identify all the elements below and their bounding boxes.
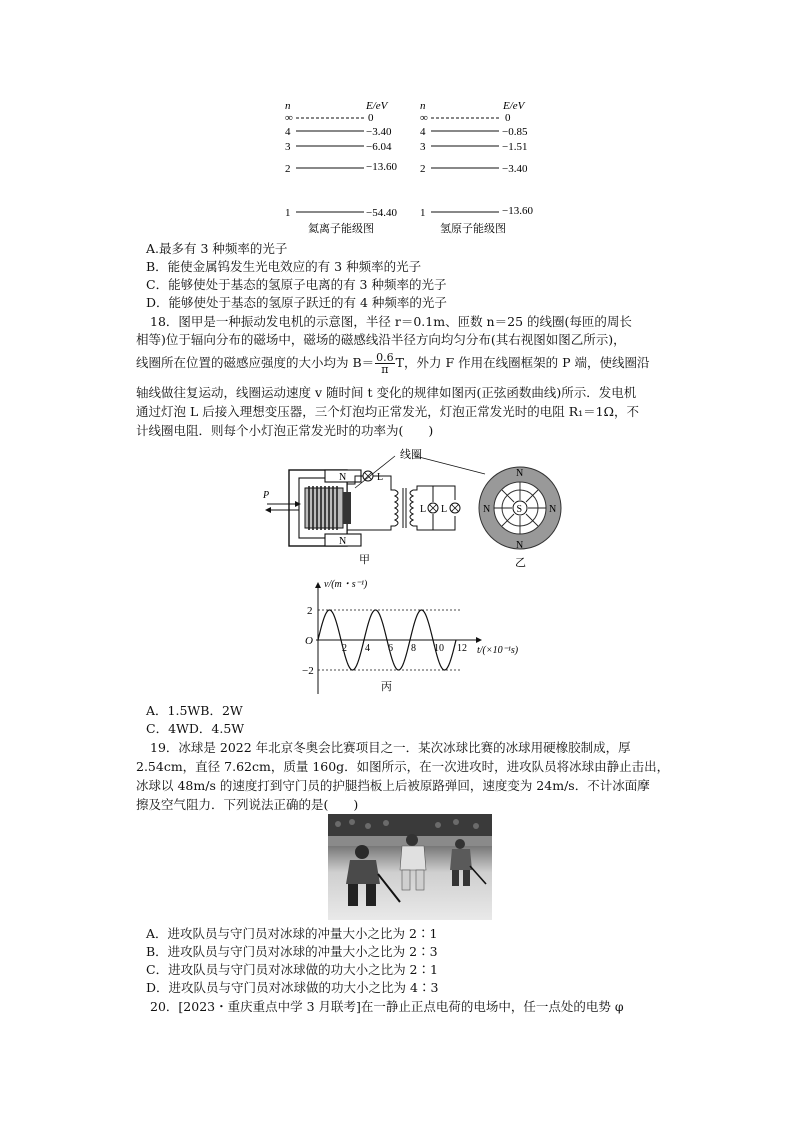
q19-option-c: C．进攻队员与守门员对冰球做的功大小之比为 2∶1 <box>146 962 438 977</box>
transformer-primary <box>395 490 398 526</box>
q18-line-5: 通过灯泡 L 后接入理想变压器，三个灯泡均正常发光，灯泡正常发光时的电阻 R₁＝1Ω，不 <box>136 404 639 419</box>
q18-line-3 <box>136 350 650 376</box>
force-point-label: P <box>263 490 270 501</box>
q17-option-b: B．能使金属钨发生光电效应的有 3 种频率的光子 <box>146 259 422 274</box>
q18-line-1: 18．图甲是一种振动发电机的示意图，半径 r＝0.1m、匝数 n＝25 的线圈(每匝的周长 <box>150 314 632 329</box>
energy-level-svg <box>280 96 550 236</box>
y-axis-label: v/(m・s⁻¹) <box>324 579 368 590</box>
q19-option-d: D．进攻队员与守门员对冰球做的功大小之比为 4∶3 <box>146 980 439 995</box>
q18-line-3-a: 线圈所在位置的磁感应强度的大小均为 B＝ <box>136 355 375 370</box>
radial-field-svg <box>478 464 564 572</box>
atom-levels <box>420 112 533 219</box>
y-tick-label: −2 <box>302 665 314 677</box>
ion-level-n: 1 <box>285 207 291 219</box>
q18-option-ab: A．1.5WB．2W <box>146 703 243 718</box>
ion-e-header: E/eV <box>366 100 388 112</box>
b-fraction-denominator: π <box>381 363 389 376</box>
outer-magnet-top-label: N <box>516 468 524 479</box>
ion-level-e: −13.60 <box>366 161 397 173</box>
atom-level-e: 0 <box>505 112 511 124</box>
ion-level-n: 4 <box>285 126 291 138</box>
q20-line-1: 20．[2023・重庆重点中学 3 月联考]在一静止正点电荷的电场中，任一点处的电势 φ <box>150 999 624 1014</box>
ice-hockey-photo <box>328 814 492 920</box>
figure-yi-caption: 乙 <box>515 557 526 569</box>
atom-level-n: 3 <box>420 141 426 153</box>
q18-line-3-b: T，外力 F 作用在线圈框架的 P 端，使线圈沿 <box>395 355 650 370</box>
transformer-secondary <box>410 490 413 526</box>
defending-player <box>450 839 486 886</box>
chart-marks <box>302 605 467 677</box>
figure-yi <box>478 464 564 572</box>
ion-level-n: ∞ <box>285 112 293 124</box>
inner-magnet-label: S <box>516 504 523 515</box>
q17-option-c: C．能够使处于基态的氢原子电离的有 3 种频率的光子 <box>146 277 447 292</box>
ion-level-e: −3.40 <box>366 126 392 138</box>
outer-magnet-right-label: N <box>549 504 557 515</box>
atom-caption: 氢原子能级图 <box>440 223 506 235</box>
q19-option-b: B．进攻队员与守门员对冰球的冲量大小之比为 2∶3 <box>146 944 438 959</box>
q19-line-2: 2.54cm，直径 7.62cm，质量 160g．如图所示，在一次进攻时，进攻队员将冰球由静止击出， <box>136 759 670 774</box>
atom-level-e: −0.85 <box>502 126 528 138</box>
atom-level-n: 2 <box>420 163 426 175</box>
coil-leader-line <box>415 456 485 474</box>
magnet-bottom-label: N <box>339 536 347 547</box>
q17-option-a: A.最多有 3 种频率的光子 <box>146 241 288 256</box>
attacking-player <box>346 845 400 906</box>
q19-line-1: 19．冰球是 2022 年北京冬奥会比赛项目之一．某次冰球比赛的冰球用硬橡胶制成，厚 <box>150 740 631 755</box>
atom-level-e: −13.60 <box>502 205 533 217</box>
lamp-label-parallel-1: L <box>420 504 427 515</box>
ion-level-e: 0 <box>368 112 374 124</box>
ion-level-n: 2 <box>285 163 291 175</box>
figure-bing <box>296 576 519 696</box>
x-tick-label: 8 <box>411 643 416 654</box>
ion-levels <box>285 112 397 219</box>
origin-label: O <box>305 635 313 647</box>
ion-level-n: 3 <box>285 141 291 153</box>
energy-level-diagrams <box>280 96 550 236</box>
x-axis-label: t/(×10⁻¹s) <box>477 645 519 656</box>
outer-magnet-bottom-label: N <box>516 540 524 551</box>
q17-option-d: D．能够使处于基态的氢原子跃迁的有 4 种频率的光子 <box>146 295 447 310</box>
figure-jia <box>255 446 465 568</box>
core-end <box>343 492 351 524</box>
wire <box>347 526 395 530</box>
generator-schematic-svg <box>255 446 465 568</box>
coil-label: 线圈 <box>400 449 422 461</box>
lamp-label-series: L <box>377 472 384 483</box>
atom-e-header: E/eV <box>503 100 525 112</box>
q19-option-a: A．进攻队员与守门员对冰球的冲量大小之比为 2∶1 <box>146 926 438 941</box>
y-tick-label: 2 <box>307 605 313 617</box>
magnet-top-label: N <box>339 472 347 483</box>
q19-line-3: 冰球以 48m/s 的速度打到守门员的护腿挡板上后被原路弹回，速度变为 24m/s．不计冰面摩 <box>136 778 650 793</box>
b-fraction <box>375 352 395 375</box>
x-tick-label: 4 <box>365 643 370 654</box>
x-tick-label: 2 <box>342 643 347 654</box>
y-axis-arrow-icon <box>315 582 321 588</box>
velocity-time-chart <box>296 576 519 696</box>
atom-level-e: −3.40 <box>502 163 528 175</box>
figure-jia-caption: 甲 <box>359 554 370 566</box>
ion-level-e: −6.04 <box>366 141 392 153</box>
q18-line-2: 相等)位于辐向分布的磁场中，磁场的磁感线沿半径方向均匀分布(其右视图如图乙所示)， <box>136 332 626 347</box>
q18-line-6: 计线圈电阻．则每个小灯泡正常发光时的功率为( ) <box>136 423 434 438</box>
wire <box>413 516 455 530</box>
arrow-left-icon <box>265 507 271 513</box>
q19-line-4: 擦及空气阻力．下列说法正确的是( ) <box>136 797 359 812</box>
x-axis-arrow-icon <box>476 637 482 643</box>
x-tick-label: 6 <box>388 643 393 654</box>
lamp-label-parallel-2: L <box>441 504 448 515</box>
q18-line-4: 轴线做往复运动，线圈运动速度 v 随时间 t 变化的规律如图丙(正弦函数曲线)所示．发电机 <box>136 385 637 400</box>
outer-magnet-left-label: N <box>483 504 491 515</box>
arena-background <box>328 814 492 836</box>
hockey-scene-svg <box>328 814 492 920</box>
figure-bing-caption: 丙 <box>381 681 392 693</box>
atom-n-header: n <box>420 100 426 112</box>
wire <box>413 486 455 500</box>
q18-option-cd: C．4WD．4.5W <box>146 721 245 736</box>
atom-level-n: ∞ <box>420 112 428 124</box>
atom-level-e: −1.51 <box>502 141 528 153</box>
ion-caption: 氦离子能级图 <box>308 223 374 235</box>
b-fraction-numerator: 0.6 <box>376 351 394 364</box>
atom-level-n: 1 <box>420 207 426 219</box>
ion-level-e: −54.40 <box>366 207 397 219</box>
x-tick-label: 12 <box>457 643 467 654</box>
ion-n-header: n <box>285 100 291 112</box>
atom-level-n: 4 <box>420 126 426 138</box>
x-tick-label: 10 <box>434 643 444 654</box>
